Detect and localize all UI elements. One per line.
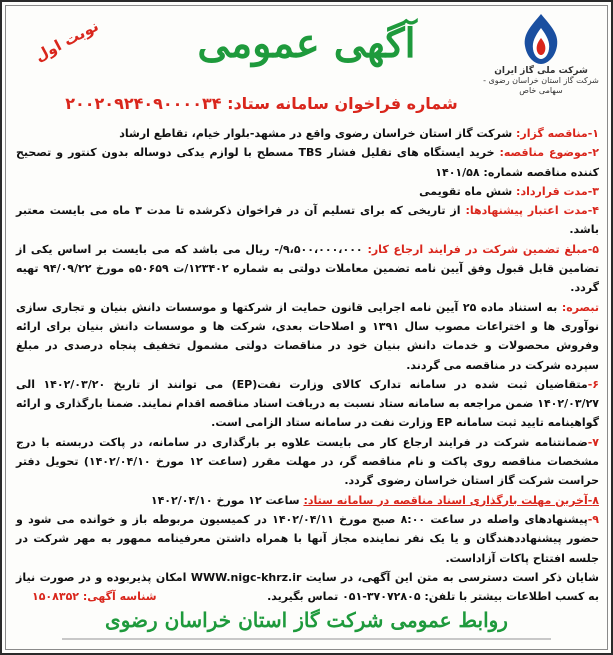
item-6 [16,375,599,433]
item-5-text: ۹،۵۰۰،۰۰۰،۰۰۰/- ریال می باشد که می بایست بر اساس یکی از تضامین قابل قبول وفق آیین نامه تضمین معاملات دولتی به شماره ۱۲۳۴۰۲/ت ۵۰۶۵۹ه مورخ ۹۴/۰۹/۲۲ تهیه گردد. [16,242,599,295]
item-4-label: ۴-مدت اعتبار پیشنهادها: [465,204,600,218]
item-1-text: شرکت گاز استان خراسان رضوی واقع در مشهد-بلوار خیام، تقاطع ارشاد [119,127,516,140]
footer-signature: روابط عمومی شرکت گاز استان خراسان رضوی [105,608,508,632]
item-8 [16,491,599,510]
ad-id-label: شناسه آگهی: [82,590,157,603]
note [16,298,599,375]
closing-text: شایان ذکر است دسترسی به متن این آگهی، در سایت WWW.nigc-khrz.ir امکان پذیربوده و در صورت نیاز به کسب اطلاعات بیشتر با تلفن: ۳۷۰۷۲۸۰۵-۰۵۱ تماس بگیرید. [16,570,599,604]
item-4 [16,201,599,240]
logo-line-2: شرکت گاز استان خراسان رضوی - سهامی خاص [483,76,599,95]
page-title: آگهی عمومی [197,20,416,67]
round-label: نوبت اول [31,16,102,66]
item-9-text: پیشنهادهای واصله در ساعت ۸:۰۰ صبح مورخ ۱۴۰۲/۰۴/۱۱ در کمیسیون مربوطه باز و خوانده می شود و حضور پیشنهاددهندگان و یا یک نفر نماینده مجاز آنها با همراه داشتن معرفینامه ممهور به مهر شرکت در جلسه افتتاح پاکات آزاداست. [16,512,599,565]
item-5 [16,240,599,298]
ad-id [32,590,157,603]
footer-divider [62,638,551,640]
item-1-label: ۱-مناقصه گزار: [516,127,599,140]
item-8-label: ۸-آخرین مهلت بارگذاری اسناد مناقصه در سامانه ستاد: [303,493,599,507]
item-6-label: ۶- [587,377,599,391]
tender-number-label: شماره فراخوان سامانه ستاد: [227,94,458,113]
tender-number: ۲۰۰۲۰۹۲۴۰۹۰۰۰۰۳۴ [65,94,222,113]
logo-line-1: شرکت ملی گاز ایران [494,66,588,76]
item-2-text: خرید ایستگاه های تقلیل فشار TBS مسطح با لوازم یدکی دوساله بدون کنتور و تصحیح کننده مناقصه شماره: ۱۴۰۱/۵۸ [16,146,599,179]
item-1 [16,124,599,143]
item-2-label: ۲-موضوع مناقصه: [499,146,600,160]
item-3-text: شش ماه تقویمی [419,184,517,198]
note-label: تبصره: [561,300,600,314]
item-6-text: متقاضیان ثبت شده در سامانه تدارک کالای وزارت نفت(EP) می توانند از تاریخ ۱۴۰۲/۰۳/۲۰ الی ۱۴۰۲/۰۳/۲۷ ضمن مراجعه به سامانه ستاد نسبت به دریافت اسناد مناقصه اقدام نمایند. ضمنا بارگذاری و ارائه گواهینامه تایید ثبت سامانه EP وزارت نفت در سامانه ستاد الزامی است. [16,377,599,430]
item-2 [16,143,599,182]
item-8-text: ساعت ۱۲ مورخ ۱۴۰۲/۰۴/۱۰ [150,493,304,507]
ad-id-value: ۱۵۰۸۳۵۲ [32,590,79,603]
item-7-text: ضمانتنامه شرکت در فرایند ارجاع کار می بایست علاوه بر بارگذاری در سامانه، در پاکت دربسته با درج مشخصات مناقصه روی پاکت و نام مناقصه گر، در مهلت مقرر (ساعت ۱۲ مورخ ۱۴۰۲/۰۴/۱۰) تحویل دفتر حراست شرکت گاز استان خراسان رضوی گردد. [16,435,599,488]
notice-body [16,124,599,606]
item-5-label: ۵-مبلغ تضمین شرکت در فرایند ارجاع کار: [367,242,599,256]
item-4-text: از تاریخی که برای تسلیم آن در فراخوان ذکرشده تا مدت ۳ ماه می بایست معتبر باشد. [16,204,599,237]
item-7 [16,433,599,491]
item-9-label: ۹- [587,512,599,526]
note-text: به استناد ماده ۲۵ آیین نامه اجرایی قانون حمایت از شرکتها و موسسات دانش بنیان و تجاری سازی نوآوری ها و اختراعات مصوب سال ۱۳۹۱ و اصلاحات بعدی، شرکت ها و موسسات دانش بنیان برای ارائه وفروش محصولات و خدمات دانش بنیان خود در مناقصات دولتی مشمول تخفیف پنجاه درصدی در مبلغ سپرده شرکت در مناقصه می گردند. [16,300,599,372]
item-7-label: ۷- [587,435,599,449]
tender-number-line [42,94,481,113]
item-3-label: ۳-مدت قرارداد: [516,184,599,198]
item-3 [16,182,599,201]
item-9 [16,510,599,568]
